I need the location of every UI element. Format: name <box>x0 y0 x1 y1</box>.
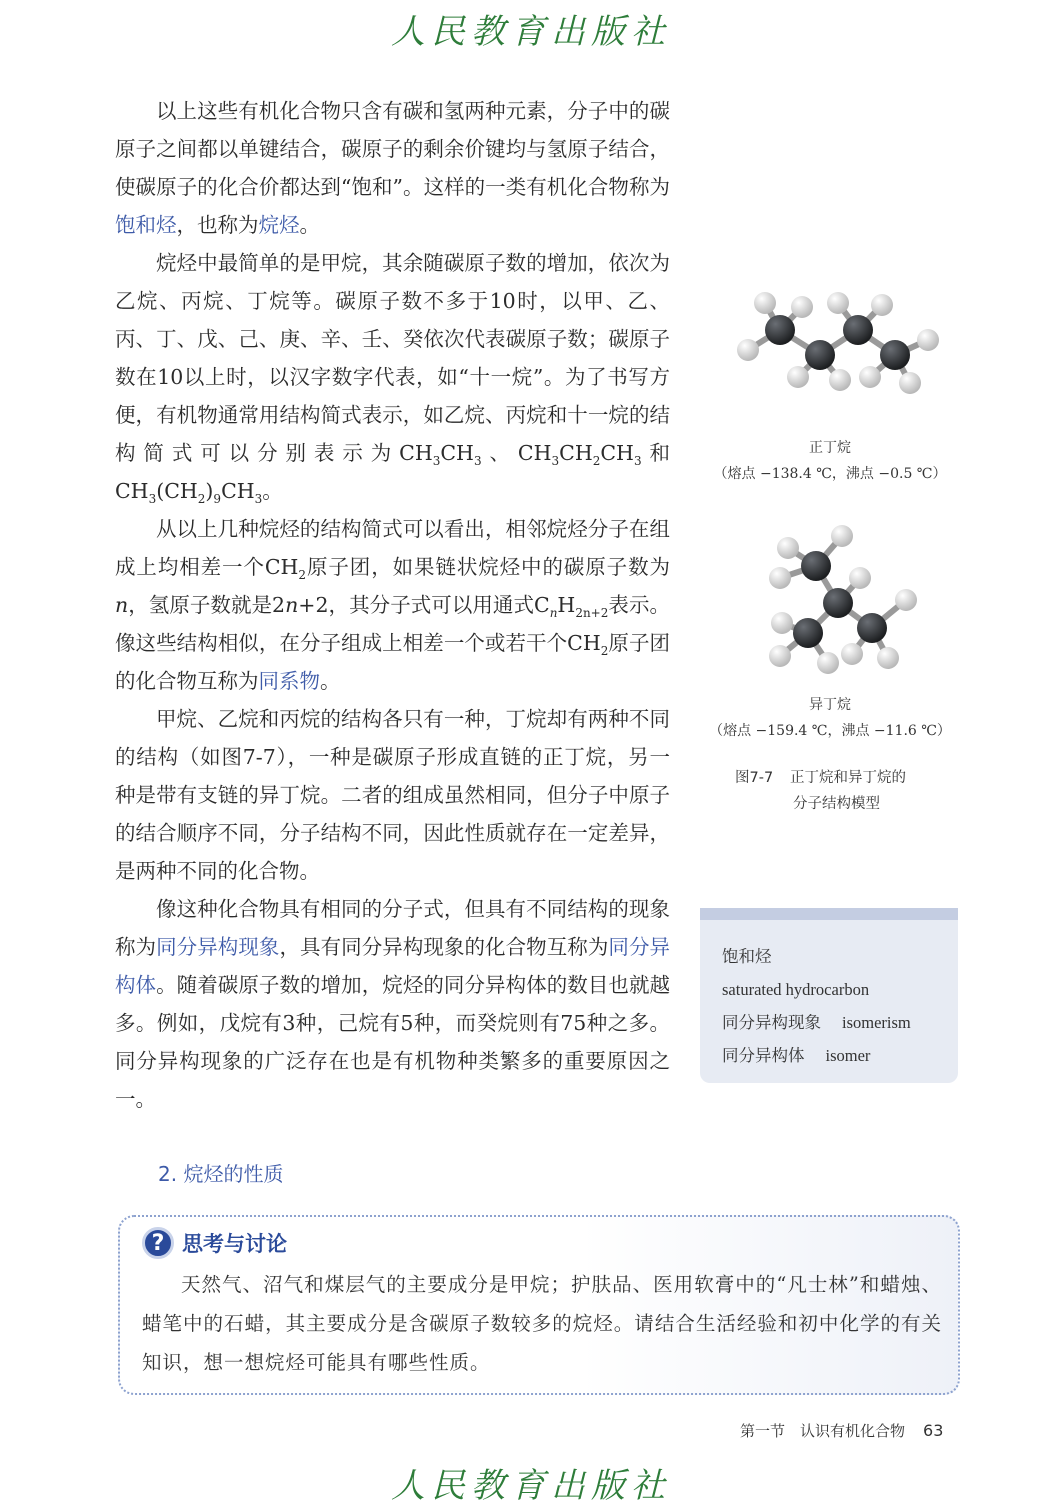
carbon-atom <box>801 551 831 581</box>
hydrogen-atom <box>817 652 839 674</box>
text: 烷烃中最简单的是甲烷，其余随碳原子数的增加，依次为乙烷、丙烷、丁烷等。碳原子数不多于10时，以甲、乙、丙、丁、戊、己、庚、辛、壬、癸依次代表碳原子数；碳原子数在10以上时，以汉字数字代表，如“十一烷”。为了书写方便，有机物通常用结构简式表示，如乙烷、丙烷和十一烷的结构简式可以分别表示为CH <box>115 251 670 465</box>
isobutane-properties: （熔点 −159.4 ℃，沸点 −11.6 ℃） <box>709 723 951 739</box>
text: ，氢原子数就是2 <box>128 593 286 617</box>
subscript: 3 <box>432 454 441 469</box>
vocab-term-en: isomerism <box>841 1013 911 1032</box>
term-saturated-hydrocarbon: 饱和烃 <box>115 213 177 237</box>
hydrogen-atom <box>849 567 871 589</box>
subscript: 9 <box>213 492 222 507</box>
text: H <box>557 593 576 617</box>
carbon-atom <box>793 618 823 648</box>
variable: n <box>115 593 129 617</box>
text: 。 <box>262 479 283 503</box>
paragraph-1 <box>115 92 670 244</box>
text: (CH <box>156 479 198 503</box>
vocab-term-zh: 同分异构体 <box>722 1046 805 1065</box>
page-number: 63 <box>923 1421 944 1440</box>
carbon-atom <box>765 315 795 345</box>
text: 。 <box>299 213 320 237</box>
carbon-atom <box>805 340 835 370</box>
text: ) <box>205 479 214 503</box>
text: 以上这些有机化合物只含有碳和氢两种元素，分子中的碳原子之间都以单键结合，碳原子的剩余价键均与氢原子结合，使碳原子的化合价都达到“饱和”。这样的一类有机化合物称为 <box>115 99 670 199</box>
text: CH <box>600 441 634 465</box>
publisher-watermark-bottom: 人民教育出版社 <box>391 1466 671 1506</box>
hydrogen-atom <box>769 645 791 667</box>
term-isomerism: 同分异构现象 <box>156 935 280 959</box>
hydrogen-atom <box>787 366 809 388</box>
text: 从以上几种烷烃的结构简式可以看出，相邻烷烃分子在组成上均相差一个CH <box>115 517 670 579</box>
carbon-atom <box>823 588 853 618</box>
hydrogen-atom <box>769 567 791 589</box>
think-discuss-body <box>142 1265 942 1382</box>
section-heading: 2. 烷烃的性质 <box>158 1162 284 1186</box>
text: +2，其分子式可以用通式C <box>298 593 550 617</box>
text: 表示。像这些结构相似，在分子组成上相差一个或若干个CH <box>115 593 671 655</box>
vocab-term-en: saturated hydrocarbon <box>722 980 870 999</box>
n-butane-label: 正丁烷 <box>809 440 851 456</box>
page-footer <box>740 1420 943 1441</box>
isobutane-model <box>720 518 945 683</box>
text: 、CH <box>481 441 552 465</box>
text: ，也称为 <box>176 213 259 237</box>
figure-caption <box>735 765 906 817</box>
think-title-text: 思考与讨论 <box>182 1232 287 1256</box>
paragraph-2 <box>115 244 670 510</box>
hydrogen-atom <box>877 647 899 669</box>
hydrogen-atom <box>871 294 893 316</box>
subscript: 3 <box>551 454 560 469</box>
variable: n <box>285 593 299 617</box>
hydrogen-atom <box>859 366 881 388</box>
vocab-row <box>722 1006 936 1039</box>
vocab-term-en: isomer <box>825 1046 871 1065</box>
subscript: 2 <box>600 644 609 659</box>
paragraph-3 <box>115 510 670 700</box>
hydrogen-atom <box>895 589 917 611</box>
subscript: 3 <box>473 454 482 469</box>
subscript: 2 <box>197 492 206 507</box>
hydrogen-atom <box>827 292 849 314</box>
paragraph-4: 甲烷、乙烷和丙烷的结构各只有一种，丁烷却有两种不同的结构（如图7-7），一种是碳原子形成直链的正丁烷，另一种是带有支链的异丁烷。二者的组成虽然相同，但分子中原子的结合顺序不同，分子结构不同，因此性质就存在一定差异，是两种不同的化合物。 <box>115 707 670 883</box>
think-text: 天然气、沼气和煤层气的主要成分是甲烷；护肤品、医用软膏中的“凡士林”和蜡烛、蜡笔中的石蜡，其主要成分是含碳原子数较多的烷烃。请结合生活经验和初中化学的有关知识，想一想烷烃可能具有哪些性质。 <box>142 1273 942 1374</box>
text: 原子团，如果链状烷烃中的碳原子数为 <box>306 555 671 579</box>
hydrogen-atom <box>754 292 776 314</box>
text: CH <box>221 479 255 503</box>
subscript: 2 <box>298 568 307 583</box>
vocab-row <box>722 1039 936 1072</box>
hydrogen-atom <box>737 339 759 361</box>
text: 。 <box>320 669 341 693</box>
paragraph-5 <box>115 890 670 1118</box>
footer-section: 第一节 认识有机化合物 <box>740 1422 906 1440</box>
text: ，具有同分异构现象的化合物互称为 <box>279 935 609 959</box>
main-text <box>115 92 670 1118</box>
subscript: 3 <box>633 454 642 469</box>
carbon-atom <box>843 315 873 345</box>
hydrogen-atom <box>841 643 863 665</box>
text: 和CH <box>115 441 670 503</box>
text: CH <box>559 441 593 465</box>
caption-line-1 <box>735 765 906 791</box>
vocab-term-zh: 饱和烃 <box>722 947 772 966</box>
text: CH <box>440 441 474 465</box>
publisher-watermark-top: 人民教育出版社 <box>391 12 671 52</box>
text: 像这种化合物具有相同的分子式，但具有不同结构的现象称为 <box>115 897 670 959</box>
n-butane-properties: （熔点 −138.4 ℃，沸点 −0.5 ℃） <box>713 466 947 482</box>
caption-text: 正丁烷和异丁烷的 <box>790 770 906 786</box>
hydrogen-atom <box>831 525 853 547</box>
vocab-term-zh: 同分异构现象 <box>722 1013 821 1032</box>
hydrogen-atom <box>771 612 793 634</box>
carbon-atom <box>880 340 910 370</box>
subscript: 2n+2 <box>575 606 609 621</box>
think-discuss-title <box>142 1227 287 1259</box>
hydrogen-atom <box>777 537 799 559</box>
caption-line-2: 分子结构模型 <box>793 796 880 812</box>
text: 。随着碳原子数的增加，烷烃的同分异构体的数目也就越多。例如，戊烷有3种，己烷有5种，而癸烷则有75种之多。同分异构现象的广泛存在也是有机物种类繁多的重要原因之一。 <box>115 973 671 1111</box>
hydrogen-atom <box>829 369 851 391</box>
term-isomer: 同分异构体 <box>115 935 671 997</box>
subscript: n <box>549 606 558 621</box>
think-discuss-box <box>118 1215 960 1395</box>
subscript: 2 <box>592 454 601 469</box>
hydrogen-atom <box>899 372 921 394</box>
term-homolog: 同系物 <box>258 669 320 693</box>
figure-number: 图7-7 <box>735 770 774 786</box>
question-icon: ? <box>142 1227 174 1259</box>
carbon-atom <box>857 613 887 643</box>
subscript: 3 <box>254 492 263 507</box>
subscript: 3 <box>148 492 157 507</box>
term-alkane: 烷烃 <box>258 213 300 237</box>
isobutane-label: 异丁烷 <box>809 697 851 713</box>
hydrogen-atom <box>791 296 813 318</box>
text: 原子团的化合物互称为 <box>115 631 670 693</box>
hydrogen-atom <box>917 329 939 351</box>
vocabulary-box <box>700 908 958 1083</box>
n-butane-model <box>720 285 945 405</box>
